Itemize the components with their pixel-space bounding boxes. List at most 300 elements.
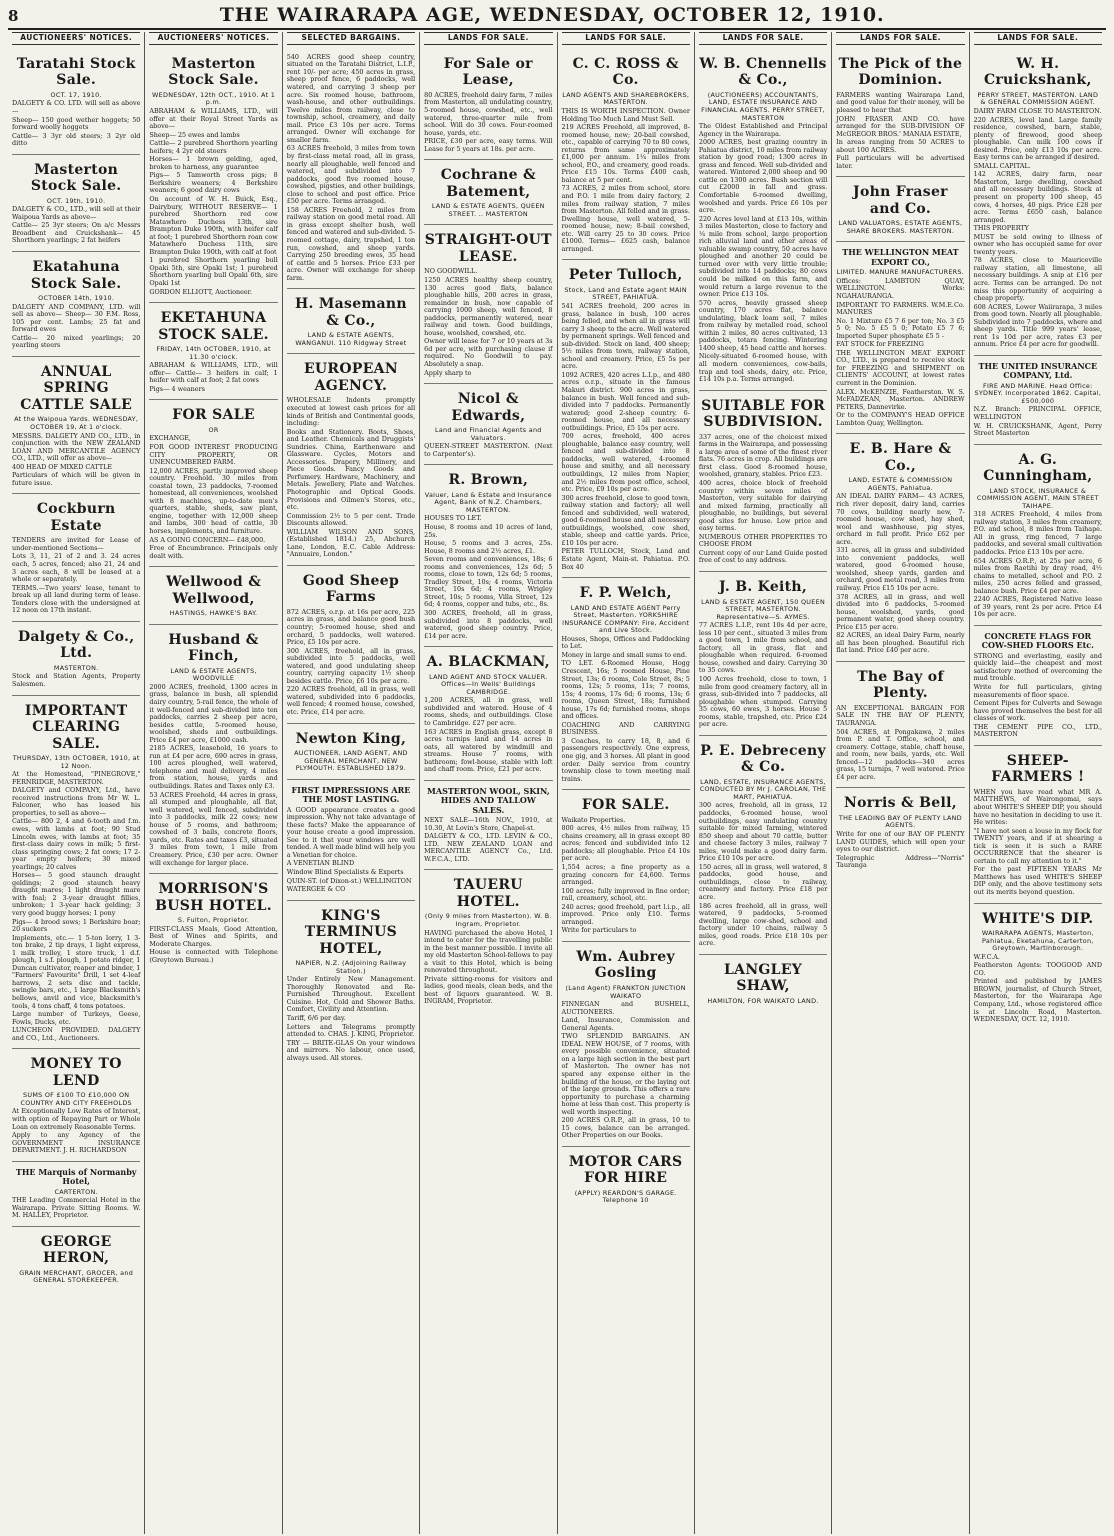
advertisement xyxy=(836,434,964,662)
column-header: LANDS FOR SALE. xyxy=(562,32,690,45)
ad-paragraph: 608 ACRES, Lower Waiirarapa, 3 miles from good town. Nearly all ploughable. Subdivided into 7 paddocks, where and sheep yards. Title 999 years' lease, rent 1s 10d per acre, rates £3 per annum. Price £4 per acre for goodwill. xyxy=(973,302,1102,349)
advertisement xyxy=(287,289,415,354)
column-header: AUCTIONEERS' NOTICES. xyxy=(149,32,277,45)
ad-paragraph: COACHING AND CARRYING BUSINESS. xyxy=(561,720,690,737)
advertisement xyxy=(974,626,1102,746)
ad-paragraph: A GOOD appearance creates a good impression. Why not take advantage of these facts? Make the appearance of your house create a good impression. See to it that your windows are well tended. A well made blind will help you a Venetian for choice. xyxy=(286,805,416,859)
advertisement xyxy=(12,49,140,155)
ad-heading: Norris & Bell, xyxy=(843,795,957,812)
advertisement xyxy=(974,49,1102,356)
ad-paragraph: 800 acres, 4½ miles from railway, 15 chains creamery, all in grass except 80 acres; fenced and subdivided into 12 paddocks; all ploughable. Price £4 10s per acre. xyxy=(561,824,690,863)
ad-paragraph: THE WELLINGTON MEAT EXPORT CO., LTD., is prepared to receive stock for FREEZING and SHIPMENT on CLIENTS' ACCOUNT, at lowest rates current in the Dominion. xyxy=(836,348,965,387)
ad-paragraph: House, 5 rooms and 3 acres, 25s. House, 8 rooms and 2½ acres, £1. xyxy=(424,539,553,555)
page-title: THE WAIRARAPA AGE, WEDNESDAY, OCTOBER 12, 1910. xyxy=(219,4,885,26)
ad-heading: WHITE'S DIP. xyxy=(982,910,1094,927)
column-header: LANDS FOR SALE. xyxy=(836,32,964,45)
ad-paragraph: QUEEN-STREET MASTERTON. (Next to Carpenter's). xyxy=(424,442,553,458)
advertisement xyxy=(974,746,1102,904)
ad-paragraph: Write for full particulars, giving measurements of floor space. xyxy=(973,683,1102,699)
ad-paragraph: MESSRS. DALGETY AND CO., LTD., in conjunction with the NEW ZEALAND LOAN AND MERCANTILE AGENCY CO., LTD., will offer as above— xyxy=(12,431,141,463)
advertisement xyxy=(12,1049,140,1161)
ad-heading: Wellwood & Wellwood, xyxy=(165,574,262,607)
ad-paragraph: TO LET. 6-Roomed House, Hogg Crescent, 16s; 5 roomed House, Pine Street, 13s; 6 rooms, Cole Street, 8s; 5 rooms, 12s; 5 rooms, 11s; 7 rooms, 15s; 4 rooms, 17s 6d; 6 rooms, 13s; 6 rooms, Queen Street, 18s; furnished house, 17s 6d; furnished rooms, shops and offices. xyxy=(561,659,690,721)
ad-paragraph: 337 acres, one of the choicest mixed farms in the Wairarapa, and possessing a large area of some of the finest river flats. 76 acres in crop. All buildings are first class. Good 8-roomed house, woolshed, granary, stables. Price £23. xyxy=(698,432,828,479)
advertisement xyxy=(699,391,827,572)
ad-paragraph: THIS IS WORTH INSPECTION. Owner Holding Too Much Land Must Sell. xyxy=(561,106,690,123)
ad-subheading: SUMS OF £100 TO £10,000 ON COUNTRY AND CITY FREEHOLDS xyxy=(20,1091,132,1107)
ad-paragraph: 2000 ACRES, freehold, 1300 acres in grass, balance in bush, all splendid dairy country, 5-rail fence, the whole of it well-fenced and sub-divided into ten paddocks, carries 2 sheep per acre, besides cattle, 5-roomed house, woolshed, sheds and outbuildings. Price £4 per acre, £1000 cash. xyxy=(149,682,278,744)
column-header: SELECTED BARGAINS. xyxy=(287,32,415,45)
ad-paragraph: AS A GOING CONCERN— £48,000. xyxy=(149,535,266,544)
ad-paragraph: WHOLESALE Indents promptly executed at lowest cash prices for all kinds of British and Continental goods, including: xyxy=(286,396,416,428)
ad-heading: EUROPEAN AGENCY. xyxy=(303,361,398,394)
ad-paragraph: 318 ACRES Freehold, 4 miles from railway station, 3 miles from creamery, P.O. and school, 8 miles from Taihape. All in grass, ring fenced, 7 large paddocks, and several small cultivation paddocks. Price £13 10s per acre. xyxy=(973,510,1102,557)
ad-heading: FOR SALE. xyxy=(581,797,670,814)
ad-paragraph: Apply sharp to xyxy=(424,368,472,377)
advertisement xyxy=(149,874,277,970)
advertisement xyxy=(12,155,140,252)
ad-paragraph: 300 ACRES, freehold, all in grass, subdivided into 5 paddocks, well watered, and good undulating sheep country, carrying capacity 1½ sheep besides cattle. Price, £6 10s per acre. xyxy=(286,646,416,685)
ad-subheading: OR xyxy=(208,425,219,434)
ad-paragraph: 300 acres, freehold, all in grass, 12 paddocks, 6-roomed house, wool outbuildings, easy undulating country suitable for mixed farming, wintered 850 sheep and about 70 cattle, butter and cheese factory 3 miles, railway 7 miles, would make a good dairy farm. Price £10 10s per acre. xyxy=(698,801,828,863)
ad-heading: KING'S TERMINUS HOTEL, xyxy=(304,907,398,957)
ad-heading: Peter Tulloch, xyxy=(568,267,683,284)
ad-paragraph: DALGETY & CO., LTD., will sell at their Waipoua Yards as above— xyxy=(12,205,141,221)
ad-paragraph: W. H. CRUICKSHANK, Agent, Perry Street Masterton xyxy=(973,421,1102,438)
ad-paragraph: "I have not seen a louse in my flock for TWENTY years, and if at shearing a tick is seen it is such a RARE OCCURRENCE that the shearer is certain to call my attention to it." xyxy=(973,826,1102,865)
ad-paragraph: Cattle— 25 3yr steers; On a/c Messrs Broadbent and Cruickshank— 45 Shorthorn yearlings; 2 fat heifers xyxy=(12,221,141,245)
ad-paragraph: ABRAHAM & WILLIAMS, LTD., will offer at their Royal Street Yards as above— xyxy=(149,106,278,131)
ad-paragraph: Land, Insurance, Commission and General Agents. xyxy=(561,1016,690,1032)
ad-subheading: Land and Financial Agents and Valuators. xyxy=(434,426,542,442)
ad-subheading: LAND AGENTS AND SHAREBROKERS, MASTERTON. xyxy=(562,90,690,107)
ad-subheading: LAND & ESTATE AGENTS, WANGANUI. 110 Ridgway Street xyxy=(295,331,407,347)
ad-heading: W. H. Cruickshank, xyxy=(983,55,1092,89)
ad-heading: FOR SALE xyxy=(172,407,255,424)
ad-paragraph: Window Blind Specialists & Experts xyxy=(286,867,404,876)
ad-paragraph: 12,000 ACRES, partly improved sheep country. Freehold. 30 miles from coastal town, 23 paddocks, 7-roomed homestead, all conveniences, woolshed with 8 machines, up-to-date men's quarters, stable, sheds, saw plant, engine, together with 12,000 sheep and lambs, 300 head of cattle, 30 horses, implements, and furniture. xyxy=(149,466,278,536)
ad-paragraph: A VENETIAN BLIND xyxy=(286,859,355,868)
ad-heading: GEORGE HERON, xyxy=(40,1233,112,1267)
ad-subheading: (Land Agent) FRANKTON JUNCTION WAIKATO xyxy=(565,983,686,1000)
ad-heading: Good Sheep Farms xyxy=(302,572,400,606)
ad-paragraph: 220 Acres level land at £13 10s, within 3 miles Masterton, close to factory and ¼ mile from school, large proportion rich alluvial land and other areas of valuable swamp country, 50 acres have ploughed and another 20 could be turned over with very little trouble; subdivided into 14 paddocks; 80 cows could be milked on this farm, and would return a large revenue to the owner. Price £13 10s. xyxy=(698,214,828,299)
ad-subheading: WEDNESDAY, 12th OCT., 1910. At 1 p.m. xyxy=(152,90,276,107)
ad-heading: SUITABLE FOR SUBDIVISION. xyxy=(701,397,826,431)
advertisement xyxy=(424,781,552,871)
advertisement xyxy=(12,252,140,357)
ad-paragraph: 540 ACRES good sheep country, situated on the Taratahi District, L.I.P., rent 10/- per acre; 450 acres in grass, sheep proof fence, 6 paddocks, well watered, and carrying 3 sheep per acre. Six roomed house, bathroom, wash-house, and other outbuildings. Twelve miles from railway, close to township, school, creamery, and daily mail. Price £3 10s per acre. Terms arranged. Owner will exchange for smaller farm. xyxy=(286,52,416,144)
ad-paragraph: 300 ACRES, freehold, all in grass, subdivided into 8 paddocks, well watered, good sheep country. Price, £14 per acre. xyxy=(424,609,553,640)
ad-heading: F. P. Welch, xyxy=(579,585,672,602)
advertisement xyxy=(974,356,1102,445)
ad-paragraph: Pigs— 4 brood sows; 1 Berkshire boar; 20 suckers xyxy=(12,917,141,934)
ad-heading: C. C. ROSS & Co. xyxy=(572,55,679,89)
ad-heading: TAUERU HOTEL. xyxy=(453,877,523,910)
ad-heading: IMPORTANT CLEARING SALE. xyxy=(24,702,128,752)
ad-subheading: Valuer, Land & Estate and Insurance Agent, Bank of N.Z. Chambers, MASTERTON. xyxy=(424,490,552,514)
column-7 xyxy=(832,32,969,1534)
page-number: 8 xyxy=(8,7,19,25)
ad-paragraph: 100 Acres freehold, close to town, 1 mile from good creamery factory, all in grass, sub-divided into 7 paddocks, all ploughable when stumped. Carrying 35 cows, 60 ewes, 3 horses. House 5 rooms, stable, trapshed, etc. Price £24 per acre. xyxy=(698,674,828,729)
ad-heading: E. B. Hare & Co., xyxy=(849,441,952,474)
ad-subheading: LAND, ESTATE, INSURANCE AGENTS, CONDUCTED BY Mr J. CAROLAN, THE MART, PAHIATUA. xyxy=(699,777,827,801)
ad-paragraph: SMALL CAPITAL. xyxy=(973,161,1031,170)
ad-paragraph: 300 acres freehold, close to good town, railway station and factory; all well fenced and subdivided, well watered, good 6-roomed house and all necessary outbuildings, woolshed, cow shed, stable, sheep and cattle yards. Price, £10 10s per acre. xyxy=(561,493,690,547)
ad-paragraph: TRY — BRITE-GLAS On your windows and mirrors. No labour, once used, always used. All stores. xyxy=(286,1038,416,1062)
ad-subheading: LAND & ESTATE AGENT, 150 QUEEN STREET, MASTERTON. Representative—S. AYMES. xyxy=(701,597,826,621)
ad-paragraph: MUST be sold owing to illness of owner who has occupied same for over twenty years. xyxy=(973,232,1102,256)
ad-paragraph: EXCHANGE, xyxy=(149,434,191,443)
ad-heading: John Fraser and Co. xyxy=(853,184,948,217)
ad-paragraph: Telegraphic Address—"Norris" Tauranga xyxy=(836,853,965,870)
ad-heading: Masterton Stock Sale. xyxy=(30,161,122,195)
ad-paragraph: FAT STOCK for FREEZING xyxy=(836,340,924,349)
ad-subheading: CARTERTON. xyxy=(54,1187,98,1196)
ad-paragraph: Cattle— 3 3yr old steers; 3 2yr old ditto xyxy=(12,131,141,148)
ad-paragraph: 53 ACRES Freehold, 44 acres in grass, all stumped and ploughable, all flat, well watered, well fenced, subdivided into 3 paddocks, milk 22 cows; new house of 5 rooms, and bathroom; cowshed of 3 bails, concrete floors, yards, etc. Rates and taxes £3, situated 3 miles from town, 1 mile from Creamery. Price, £30 per acre. Owner will exchange for larger place. xyxy=(149,790,278,867)
advertisement xyxy=(287,354,415,566)
ad-paragraph: THE CEMENT PIPE CO., LTD., MASTERTON xyxy=(973,722,1102,739)
advertisement xyxy=(974,904,1102,1030)
ad-paragraph: WHEN you have read what MR A. MATTHEWS, of Wairongomai, says about WHITE'S SHEEP DIP, you should have no hesitation in deciding to use it. He writes: xyxy=(973,787,1102,827)
column-8 xyxy=(970,32,1106,1534)
ad-subheading: (APPLY) REARDON'S GARAGE. Telephone 10 xyxy=(574,1188,677,1205)
ad-subheading: MASTERTON. xyxy=(53,663,99,672)
ad-paragraph: Stock and Station Agents, Property Salesmen. xyxy=(12,672,141,688)
ad-subheading: THE LEADING BAY OF PLENTY LAND AGENTS. xyxy=(838,813,962,830)
ad-paragraph: 73 ACRES, 2 miles from school, store and P.O. 1 mile from dairy factory, 2 miles from railway station, 7 miles from Masterton. All felled and in grass. Dwelling house, well watered, 5-roomed house, new; 8-bail cowshed, etc. Will carry 25 to 30 cows. Price £1000. Terms— £625 cash, balance arranged. xyxy=(561,184,690,253)
ad-paragraph: HAVING purchased the above Hotel, I intend to cater for the travelling public in the best manner possible. I invite all my old Masterton School-fellows to pay a visit to this Hotel, which is being renovated throughout. xyxy=(424,928,553,975)
ad-heading: SHEEP-FARMERS ! xyxy=(991,752,1085,786)
ad-paragraph: Horses— 1 brown gelding, aged, broken to harness, any guarantee xyxy=(149,155,278,171)
ad-subheading: LAND VALUATORS, ESTATE AGENTS, SHARE BROKERS. MASTERTON. xyxy=(838,219,963,235)
ad-heading: P. E. Debreceny & Co. xyxy=(700,742,826,776)
ad-paragraph: Owner will lease for 7 or 10 years at 3s 6d per acre, with purchasing clause if required. No Goodwill to pay. Absolutely a snap. xyxy=(424,337,553,368)
ad-subheading: AUCTIONEER, LAND AGENT, AND GENERAL MERCHANT, NEW PLYMOUTH. ESTABLISHED 1879. xyxy=(294,749,408,773)
ad-paragraph: 1 purebred Shorthorn yearling bull Opaki 5th, sire Opaki 1st; 1 purebred Shorthorn yearling bull Opaki 6th, sire Opaki 1st xyxy=(149,256,278,287)
advertisement xyxy=(424,870,552,1012)
ad-heading: MONEY TO LEND xyxy=(30,1056,122,1089)
advertisement xyxy=(287,724,415,780)
ad-paragraph: 1092 ACRES, 420 acres L.I.p., and 480 acres o.r.p., situate in the famous Makuri district. 900 acres in grass, balance in bush. Well fenced and sub-divided into 7 paddocks. Permanently watered; good 2-sheep country. 6-roomed house, and all necessary outbuildings. Price, £5 15s per acre. xyxy=(561,370,690,432)
ad-paragraph: Cattle— 20 mixed yearlings; 20 yearling steers xyxy=(12,333,141,350)
ad-subheading: FRIDAY, 14th OCTOBER, 1910, at 11.30 o'clock. xyxy=(156,345,271,361)
ad-heading: For Sale or Lease, xyxy=(443,55,533,89)
ad-paragraph: FOR GOOD INTEREST PRODUCING CITY PROPERTY, OR UNENCUMBERED FARM. xyxy=(149,443,278,467)
advertisement xyxy=(562,578,690,790)
ad-paragraph: 2185 ACRES, leasehold, 16 years to run at £4 per acre, 690 acres in grass, 100 acres ploughed, well watered, telephone and mail delivery, 4 miles from station, house, yards and outbuildings. Rates and Taxes only £3. xyxy=(149,744,278,791)
advertisement xyxy=(699,955,827,1012)
ad-paragraph: NEXT SALE—16th NOV., 1910, at 10.30, At Lovin's Store, Chapel-st. xyxy=(424,816,553,832)
ad-subheading: (Only 9 miles from Masterton). W. B. Ingram, Proprietor. xyxy=(424,912,552,928)
ad-paragraph: Lots 3, 11, 21 of 2 and 3. 24 acres each, 5 acres, fenced; also 21, 24 and 3 acres each, 8 will be leased at a whole or separately. xyxy=(12,552,141,584)
ad-subheading: OCT. 19th, 1910. xyxy=(46,196,106,205)
ad-paragraph: 219 ACRES Freehold, all improved, 8-roomed house, new; 20-bail cowshed, etc., capable of carrying 70 to 80 cows, returns from same approximately £1,000 per annum. 1¼ miles from school, P.O., and creamery, good roads. Price £15 10s. Terms £400 cash, balance at 5 per cent. xyxy=(561,123,690,184)
ad-paragraph: IMPORTANT TO FARMERS. W.M.E.Co. MANURES xyxy=(836,300,965,317)
ad-paragraph: 63 ACRES freehold, 3 miles from town by first-class metal road, all in grass, nearly all ploughable, well fenced and watered, and subdivided into 7 paddocks, good five roomed house, cowshed, pigsties, and other buildings, close to school and post office. Price £50 per acre. Terms arranged. xyxy=(286,144,416,206)
ad-heading: THE WELLINGTON MEAT EXPORT CO., xyxy=(842,247,959,267)
ad-subheading: WAIRARAPA AGENTS, Masterton, Pahiatua, Eketahuna, Carterton, Greytown, Martinborough. xyxy=(981,929,1094,953)
ad-paragraph: Books and Stationery. Boots, Shoes, and Leather. Chemicals and Druggists' Sundries. China, Earthenware and Glassware. Cycles, Motors and Accessories. Drapery, Millinery, and Piece Goods. Fancy Goods and Perfumery. Hardware, Machinery, and Metals. Jewellery, Plate and Watches. Photographic and Optical Goods. Provisions and Oilmen's Stores, etc., etc. xyxy=(286,427,416,512)
ad-heading: Nicol & Edwards, xyxy=(451,391,526,424)
ad-subheading: HAMILTON, FOR WAIKATO LAND. xyxy=(707,996,819,1005)
ad-paragraph: 1,200 ACRES, all in grass, well subdivided and watered. House of 4 rooms, sheds, and outbuildings. Close to Cambridge. £27 per acre. xyxy=(424,696,553,727)
advertisement xyxy=(12,1162,140,1227)
ad-paragraph: AN IDEAL DAIRY FARM— 43 ACRES, rich river deposit, dairy land, carries 70 cows, building nearly new, 7-roomed house, cow shed, hay shed, wool and washhouse, pig styes, orchard in full profit. Price £62 per acre. xyxy=(836,492,965,546)
advertisement xyxy=(699,49,827,391)
ad-paragraph: 2240 ACRES, Registered Native lease of 39 years, rent 2s per acre. Price £4 10s per acre. xyxy=(973,595,1102,619)
ad-paragraph: QUIN-ST. (of Dixon-st.) WELLINGTON xyxy=(286,876,412,885)
ad-subheading: LAND AND ESTATE AGENT Perry Street, Masterton. YORKSHIRE INSURANCE COMPANY: Fire, Accident and Live Stock. xyxy=(562,603,690,635)
ad-paragraph: 504 ACRES, at Pongakawa, 2 miles from P. and T. Office, school, and creamery. Cottage, stable, chaff house, and room, new bails, yards, etc. Well fenced—12 paddocks—340 acres grass, 15 turnips, 7 well watered. Price £4 per acre. xyxy=(836,727,965,781)
ad-heading: Ekatahuna Stock Sale. xyxy=(30,259,122,292)
ad-subheading: HASTINGS, HAWKE'S BAY. xyxy=(169,609,258,618)
ad-subheading: At the Waipoua Yards. WEDNESDAY, OCTOBER 19, At 1 o'clock. xyxy=(14,415,139,431)
ad-paragraph: HOUSES TO LET. xyxy=(424,514,482,523)
ad-paragraph: 3 Coaches, to carry 18, 8, and 6 passengers respectively. One express, one gig, and 3 horses. All plant in good order. Daily service from country township close to town meeting mail trains. xyxy=(561,736,690,783)
ad-paragraph: Cement Pipes for Culverts and Sewage have proved themselves the best for all classes of work. xyxy=(973,699,1102,723)
ad-heading: The Bay of Plenty. xyxy=(857,668,944,702)
ad-paragraph: N.Z. Branch: PRINCIPAL OFFICE, WELLINGTON xyxy=(973,405,1102,421)
ad-subheading: (AUCTIONEERS) ACCOUNTANTS, LAND, ESTATE INSURANCE AND FINANCIAL AGENTS. PERRY STREET, MASTERTON xyxy=(701,90,825,122)
advertisement xyxy=(562,49,690,261)
ad-paragraph: WATERGEE & CO xyxy=(286,885,346,894)
ad-paragraph: Seven rooms and conveniences, 18s; 6 rooms and conveniences, 12s 6d; 5 rooms, close to town, 12s 6d; 5 rooms, Tradley Street, 10s; 4 rooms, Victoria Street, 10s 6d; 4 rooms, Wrigley Street, 10s; 5 rooms, Villa Street, 12s 6d; 4 rooms, copper and tubs, etc., 8s. xyxy=(424,555,553,609)
ad-paragraph: PETER TULLOCH, Stock, Land and Estate Agent, Main-st. Pahiatua. P.O. Box 40 xyxy=(561,547,690,571)
ad-paragraph: 158 ACRES Freehold, 2 miles from railway station on good metal road. All in grass except shelter bush, well fenced and watered and sub-divided. 5-roomed cottage, dairy, trapshed, 1 ton run, cowshed, and sheep yards. Carrying 250 breeding ewes, 35 head of cattle and 5 horses. Price £33 per acre. Owner will exchange for sheep farm. xyxy=(286,205,416,282)
column-4 xyxy=(420,32,557,1534)
ad-heading: R. Brown, xyxy=(448,472,529,489)
advertisement xyxy=(287,49,415,289)
ad-paragraph: TENDERS are invited for Lease of under-mentioned Sections— xyxy=(12,536,141,552)
ad-paragraph: Cattle— 800 2, 4 and 6-tooth and f.m. ewes, with lambs at foot; 90 Stud Lincoln ewes, with lambs at foot; 35 first-class dairy cows in milk; 5 first-class springing cows; 2 fat cows; 17 2-year empty heifers; 30 mixed yearlings; 20 calves xyxy=(12,817,141,871)
ad-paragraph: Particulars of which will be given in future issue. xyxy=(12,471,141,487)
ad-paragraph: Sheep— 150 good wether hoggets; 50 forward woolly hoggets xyxy=(12,115,141,132)
advertisement xyxy=(562,1147,690,1211)
ad-heading: FIRST IMPRESSIONS ARE THE MOST LASTING. xyxy=(291,784,411,805)
ad-paragraph: Full particulars will be advertised later. xyxy=(836,154,965,170)
column-header: LANDS FOR SALE. xyxy=(424,32,552,45)
columns-container xyxy=(8,32,1106,1534)
ad-paragraph: Under Entirely New Management. Thoroughly Renovated and Re-Furnished Throughout. Excellent Cuisine. Hot, Cold and Shower Baths. Comfort, Civility and Attention. xyxy=(286,975,416,1014)
ad-heading: EKETAHUNA STOCK SALE. xyxy=(158,310,269,343)
advertisement xyxy=(836,662,964,789)
ad-paragraph: 709 acres, freehold, 400 acres ploughable, balance easy country, well fenced and sub-divided into 8 paddocks, well watered, 4-roomed house and smithy, and all necessary outbuildings, 12 miles from Napier, and 2½ miles from post office, school, etc. Price, £9 10s per acre. xyxy=(561,432,690,494)
advertisement xyxy=(12,494,140,622)
ad-paragraph: 82 ACRES, an ideal Dairy Farm, nearly all has been ploughed. Beautiful rich flat land. Price £40 per acre. xyxy=(836,631,965,655)
ad-paragraph: In areas ranging from 50 ACRES to about 100 ACRES. xyxy=(836,138,965,154)
ad-paragraph: ABRAHAM & WILLIAMS, LTD., will offer— Cattle— 3 heifers in calf; 1 heifer with calf at foot; 2 fat cows xyxy=(149,361,278,385)
ad-subheading: GRAIN MERCHANT, GROCER, and GENERAL STOREKEEPER. xyxy=(19,1268,134,1285)
ad-heading: THE UNITED INSURANCE COMPANY, Ltd. xyxy=(978,360,1098,381)
advertisement xyxy=(974,445,1102,626)
advertisement xyxy=(287,901,415,1069)
ad-heading: STRAIGHT-OUT LEASE. xyxy=(424,232,552,265)
ad-subheading: NAPIER, N.Z. (Adjoining Railway Station.) xyxy=(295,959,407,975)
ad-heading: Taratahi Stock Sale. xyxy=(16,55,136,89)
ad-paragraph: Houses, Shops, Offices and Paddocking to Let. xyxy=(561,634,690,651)
advertisement xyxy=(424,49,552,160)
ad-paragraph: 80 ACRES, freehold dairy farm, 7 miles from Masterton, all undulating country, 5-roomed house, cowshed, etc., well watered, three-quarter mile from school. Will do 30 cows. Four-roomed house, yards, etc. xyxy=(424,90,553,137)
advertisement xyxy=(562,942,690,1147)
ad-paragraph: PRICE, £30 per acre, easy terms. Will Lease for 5 years at 18s. per acre. xyxy=(424,137,553,153)
advertisement xyxy=(699,572,827,736)
ad-heading: Cockburn Estate xyxy=(36,501,116,534)
ad-paragraph: 200 ACRES O.R.P., all in grass, 10 to 15 cows, balance can be arranged. Other Properties on our Books. xyxy=(561,1116,690,1140)
ad-paragraph: 541 ACRES freehold, 200 acres in grass, balance in bush, 100 acres being felled, and when all in grass will carry 3 sheep to the acre. Well watered by permanent springs. Well fenced and sub-divided. Stock on land, 400 sheep; 5½ miles from town, railway station, school and creamery. Price, £5 5s per acre. xyxy=(561,301,690,371)
ad-paragraph: TERMS.—Two years' lease, tenant to break up all land during term of lease. Tenders close with the undersigned at 12 noon on 17th instant. xyxy=(12,583,141,615)
ad-paragraph: 186 acres freehold, all in grass, well watered, 9 paddocks, 5-roomed dwelling, large cow-shed, school and factory under 10 chains, railway 5 miles, good roads. Price £18 10s per acre. xyxy=(698,901,828,948)
advertisement xyxy=(149,625,277,874)
ad-paragraph: 142 ACRES, dairy farm, near Masterton, large dwelling, cowshed and all necessary buildings. Stock at present on property 100 sheep, 45 cows, 4 horses, 40 pigs. Price £28 per acre. Terms £650 cash, balance arranged. xyxy=(973,170,1102,224)
ad-paragraph: 331 acres, all in grass and subdivided into convenient paddocks, well watered, good 6-roomed house, woolshed, sheep yards, garden and orchard, good metal road, 3 miles from railway. Price £15 10s per acre. xyxy=(836,546,965,592)
ad-heading: Newton King, xyxy=(295,730,407,747)
ad-subheading: LAND AGENT AND STOCK VALUER. Offices—In Wells' Buildings CAMBRIDGE. xyxy=(429,672,548,696)
ad-paragraph: Private sitting-rooms for visitors and ladies, good meals, clean beds, and the best of liquors guaranteed. W. B. INGRAM, Proprietor. xyxy=(424,974,553,1006)
ad-paragraph: Offices: LAMBTON QUAY, WELLINGTON. Works: NGAHAURANGA. xyxy=(836,276,965,300)
masthead xyxy=(8,4,1106,30)
column-3 xyxy=(283,32,420,1534)
ad-subheading: THURSDAY, 13th OCTOBER, 1910, at 12 Noon. xyxy=(12,754,140,770)
ad-paragraph: 240 acres; good freehold, part l.i.p., all improved. Price only £10. Terms arranged. xyxy=(561,902,690,926)
ad-subheading: OCT. 17, 1910. xyxy=(50,90,102,99)
advertisement xyxy=(12,357,140,494)
column-header: AUCTIONEERS' NOTICES. xyxy=(12,32,140,45)
advertisement xyxy=(836,49,964,178)
ad-paragraph: 100 acres; fully improved in fine order; rail, creamery, school, etc. xyxy=(561,886,690,903)
ad-paragraph: Tariff, 6/6 per day. xyxy=(286,1014,346,1022)
ad-paragraph: 77 ACRES L.I.P., rent 10s 4d per acre, less 10 per cent., situated 3 miles from a good town, 1 mile from school, and factory, all in grass, flat and ploughable when required. 6-roomed house, cowshed and dairy. Carrying 30 to 35 cows. xyxy=(698,621,828,675)
ad-paragraph: DAIRY FARM CLOSE TO MASTERTON. xyxy=(973,106,1102,115)
ad-paragraph: Pigs— 5 Tamworth cross pigs; 8 Berkshire weaners; 4 Berkshire weaners; 6 good dairy cows xyxy=(149,171,278,195)
ad-paragraph: 872 ACRES, o.r.p. at 16s per acre, 225 acres in grass, and balance good bush country; 5-roomed house, shed and orchard, 5 paddocks, well watered. Price, £5 10s per acre. xyxy=(286,607,416,647)
ad-heading: W. B. Chennells & Co., xyxy=(699,55,827,89)
ad-paragraph: Current copy of our Land Guide posted free of cost to any address. xyxy=(698,548,828,565)
ad-heading: MASTERTON WOOL, SKIN, HIDES AND TALLOW SALES. xyxy=(427,785,550,815)
ad-subheading: LAND, ESTATE & COMMISSION AGENTS, Pahiatua. xyxy=(848,476,953,492)
ad-paragraph: 378 ACRES, all in grass, and well divided into 6 paddocks, 5-roomed house, woolshed, yards, good permanent water, good sheep country. Price £15 per acre. xyxy=(836,592,965,631)
ad-paragraph: Implements, etc.— 1 5-ton lorry, 1 3-ton brake, 2 tip drays, 1 light express, 1 milk trolley, 1 store truck, 1 d.f. plough, 1 s.f. plough, 1 potato ridger, 1 Duncan cultivator, reaper and binder, 1 "Farmers' Favourite" Drill, 1 set 4-leaf harrows, 2 sets disc and tackle, swingle bars, etc., 1 large Blacksmith's bellows, anvil and vice, blacksmith's tools, 4 tons chaff, 4 tons potatoes. xyxy=(12,933,141,1010)
ad-paragraph: JOHN FRASER AND CO. have arranged for the SUB-DIVISION OF McGREGOR BROS.' MANAIA ESTATE, xyxy=(836,114,965,138)
ad-paragraph: Letters and Telegrams promptly attended to. CHAS. J. KING, Proprietor. xyxy=(286,1022,416,1039)
ad-paragraph: Apply to any Agency of the GOVERNMENT INSURANCE DEPARTMENT. J. H. RICHARDSON xyxy=(12,1131,141,1155)
ad-paragraph: The Oldest Established and Principal Agency in the Wairarapa. xyxy=(698,122,828,138)
ad-paragraph: At Exceptionally Low Rates of Interest, with option of Repaying Part or Whole Loan on extremely Reasonable Terms. xyxy=(12,1107,141,1131)
ad-paragraph: On account of W. H. Buick, Esq., Dairybury, WITHOUT RESERVE— 1 purebred Shorthorn red cow Matawhero Duchess 13th, sire Brampton Duke 190th, with heifer calf at foot; 1 purebred Shorthorn roan cow Matawhero Duchess 11th, sire Brampton Duke 190th, with calf at foot xyxy=(149,194,278,256)
ad-paragraph: 2000 ACRES, best grazing country in Pahiatua district, 10 miles from railway station by good road; 1300 acres in grass and fenced. Well sub-divided and watered. Wintered 2,000 sheep and 90 cattle on 1300 acres. Bush section will cut £2000 in fall and grass. Comfortable 6-roomed dwelling, woolshed and yards. Price £6 10s per acre. xyxy=(698,138,828,215)
ad-heading: Cochrane & Batement, xyxy=(440,167,536,200)
advertisement xyxy=(424,160,552,225)
ad-paragraph: NUMEROUS OTHER PROPERTIES TO CHOOSE FROM xyxy=(698,532,828,549)
ad-paragraph: Commission 2½ to 5 per cent. Trade Discounts allowed. xyxy=(286,511,416,528)
ad-subheading: LAND & ESTATE AGENTS, WOODVILLE xyxy=(170,666,257,683)
advertisement xyxy=(149,400,277,567)
ad-paragraph: Pigs— 4 weaners xyxy=(149,384,205,393)
advertisement xyxy=(424,384,552,465)
ad-paragraph: FINNEGAN and BUSHELL, AUCTIONEERS. xyxy=(561,1000,690,1016)
advertisement xyxy=(149,303,277,400)
ad-heading: Dalgety & Co., Ltd. xyxy=(17,628,135,662)
ad-paragraph: Large number of Turkeys, Geese, Fowls, Ducks, etc. xyxy=(12,1010,141,1026)
ad-paragraph: FIRST-CLASS Meals, Good Attention, Best of Wines and Spirits, and Moderate Charges. xyxy=(149,924,278,948)
ad-heading: Masterton Stock Sale. xyxy=(168,55,259,89)
ad-paragraph: 400 HEAD OF MIXED CATTLE xyxy=(12,462,113,471)
ad-paragraph: 163 ACRES in English grass, except 8 acres turnips land and 14 acres in oats, all watered by windmill and streams. House 7 rooms, with bathroom; fowl-house, stable with loft and chaff room. Price, £21 per acre. xyxy=(424,727,553,774)
ad-paragraph: W.F.C.A. xyxy=(973,952,1000,961)
advertisement xyxy=(149,567,277,625)
ad-paragraph: WILLIAM WILSON AND SONS, (Established 1814.) 25, Abchurch Lane, London, E.C. Cable Address: "Annuaire, London." xyxy=(286,527,416,559)
ad-heading: Wm. Aubrey Gosling xyxy=(576,948,675,982)
advertisement xyxy=(12,622,140,696)
ad-subheading: OCTOBER 14th, 1910. xyxy=(38,294,115,303)
ad-paragraph: Featherston Agents: TOOGOOD AND CO. xyxy=(973,961,1102,977)
advertisement xyxy=(836,177,964,242)
ad-subheading: PERRY STREET, MASTERTON. LAND & GENERAL COMMISSION AGENT. xyxy=(977,90,1099,107)
ad-paragraph: ALEX. McKENZIE, Featherston. W. S. McFADZEAN, Masterton. ANDREW PETERS, Dannevirke. xyxy=(836,387,965,411)
ad-paragraph: At the Homestead, "PINEGROVE," FERNRIDGE, MASTERTON. xyxy=(12,770,141,786)
advertisement xyxy=(424,647,552,781)
advertisement xyxy=(699,736,827,955)
ad-paragraph: Printed and published by JAMES BROWN, journalist, of Church Street, Masterton, for the Wairarapa Age Company, Ltd., whose registered office is at Lincoln Road, Masterton. WEDNESDAY, OCT. 12, 1910. xyxy=(973,977,1102,1024)
advertisement xyxy=(562,790,690,942)
advertisement xyxy=(836,788,964,875)
ad-subheading: LAND & ESTATE AGENTS, QUEEN STREET. .. MASTERTON xyxy=(431,202,545,218)
ad-paragraph: 654 ACRES O.R.P., at 25s per acre, 6 miles from Raetihi by dray road, 4½ chains to metalled, school and P.O. 2 miles, 250 acres felled and grassed, balance bush. Price £4 per acre. xyxy=(973,556,1102,595)
ad-paragraph: 220 ACRES freehold, all in grass, well watered, subdivided into 6 paddocks, well fenced; 4 roomed house, cowshed, etc. Price, £14 per acre. xyxy=(286,685,416,717)
advertisement xyxy=(287,780,415,901)
ad-paragraph: GORDON ELLIOTT, Auctioneer. xyxy=(149,287,253,296)
ad-subheading: LAND STOCK, INSURANCE & COMMISSION AGENT, MAIN STREET TAIHAPE. xyxy=(976,486,1099,510)
advertisement xyxy=(562,260,690,578)
ad-paragraph: AN EXCEPTIONAL BARGAIN FOR SALE IN THE BAY OF PLENTY, TAURANGA. xyxy=(836,703,965,728)
ad-paragraph: Nicely-situated 6-roomed house, with all modern conveniences, cow-bails, trap and tool sheds, dairy, etc. Price, £14 10s p.a. Terms arranged. xyxy=(698,352,828,384)
ad-heading: MOTOR CARS FOR HIRE xyxy=(568,1153,683,1187)
ad-heading: CONCRETE FLAGS FOR COW-SHED FLOORS Etc. xyxy=(981,630,1094,651)
ad-paragraph: Horses— 5 good staunch draught geldings; 2 good staunch heavy draught mares; 1 light draught mare with foal; 2 3-year draught fillies, unbroken; 1 3-year hack gelding; 3 very good buggy horses; 1 pony xyxy=(12,871,141,917)
ad-paragraph: House is connected with Telephone (Greytown Bureau.) xyxy=(149,948,278,964)
ad-paragraph: DALGETY and COMPANY, Ltd., have received instructions from Mr W. L. Falconer, who has leased his properties, to sell as above— xyxy=(12,786,141,817)
column-header: LANDS FOR SALE. xyxy=(974,32,1102,45)
ad-paragraph: Cattle— 2 purebred Shorthorn yearling heifers; 4 2yr old steers xyxy=(149,139,278,155)
ad-heading: MORRISON'S BUSH HOTEL. xyxy=(155,881,272,914)
ad-paragraph: FARMERS wanting Wairarapa Land, and good value for their money, will be pleased to hear that xyxy=(836,90,965,114)
ad-paragraph: 400 acres, choice block of freehold country within seven miles of Masterton, very suitable for dairying and mixed farming, practically all ploughable, no buildings, but several good sites for house. Low price and easy terms. xyxy=(698,478,828,533)
ad-paragraph: Free of Encumbrance. Principals only dealt with. xyxy=(149,544,278,560)
ad-paragraph: 150 acres, all in grass, well watered, 8 paddocks, good house, and outbuildings, close to railway, creamery and factory. Price £18 per acre. xyxy=(698,862,828,902)
advertisement xyxy=(12,1227,140,1291)
ad-paragraph: Waikato Properties. xyxy=(561,815,626,824)
ad-subheading: FIRE AND MARINE. Head Office: SYDNEY. Incorporated 1862. Capital, £500,000 xyxy=(974,381,1102,405)
ad-paragraph: DALGETY & CO. LTD. will sell as above— xyxy=(12,99,141,115)
ad-paragraph: 1250 ACRES healthy sheep country, 130 acres good flats, balance ploughable hills, 200 acres in grass, remainder in bush, now capable of carrying 1000 sheep, well fenced, 8 paddocks, permanently watered, near railway and town. Good buildings, house, woolshed, cowshed, etc. xyxy=(424,275,553,337)
ad-paragraph: DALGETY & CO., LTD. LEVIN & CO., LTD. NEW ZEALAND LOAN and MERCANTILE AGENCY Co., Ltd. W.F.C.A., LTD. xyxy=(424,832,553,863)
advertisement xyxy=(12,696,140,1050)
ad-paragraph: Sheep— 25 ewes and lambs xyxy=(149,130,240,139)
column-5 xyxy=(558,32,695,1534)
ad-paragraph: Write for particulars to xyxy=(561,926,637,935)
ad-paragraph: No. 1 Mixture £5 7 6 per ton; No. 3 £5 5 0; No. 5 £5 5 0; Potato £5 7 6; Imported Super phosphate £5 5 - xyxy=(836,316,965,340)
ad-paragraph: LUNCHEON PROVIDED. DALGETY and CO., Ltd., Auctioneers. xyxy=(12,1026,141,1042)
ad-paragraph: 220 ACRES, level land. Large family residence, cowshed, barn, stable, plenty of firewood, good sheep ploughable. Can milk 100 cows if desired. Price, only £13 10s per acre. Easy terms can be arranged if desired. xyxy=(973,115,1102,162)
ad-paragraph: THIS PROPERTY xyxy=(973,224,1029,233)
column-6 xyxy=(695,32,832,1534)
ad-subheading: Stock, Land and Estate agent MAIN STREET, PAHIATUA. xyxy=(564,285,687,302)
ad-heading: Husband & Finch, xyxy=(168,631,259,665)
advertisement xyxy=(836,242,964,434)
ad-subheading: LIMITED. MANURE MANUFACTURERS. xyxy=(836,268,965,277)
column-2 xyxy=(145,32,282,1534)
